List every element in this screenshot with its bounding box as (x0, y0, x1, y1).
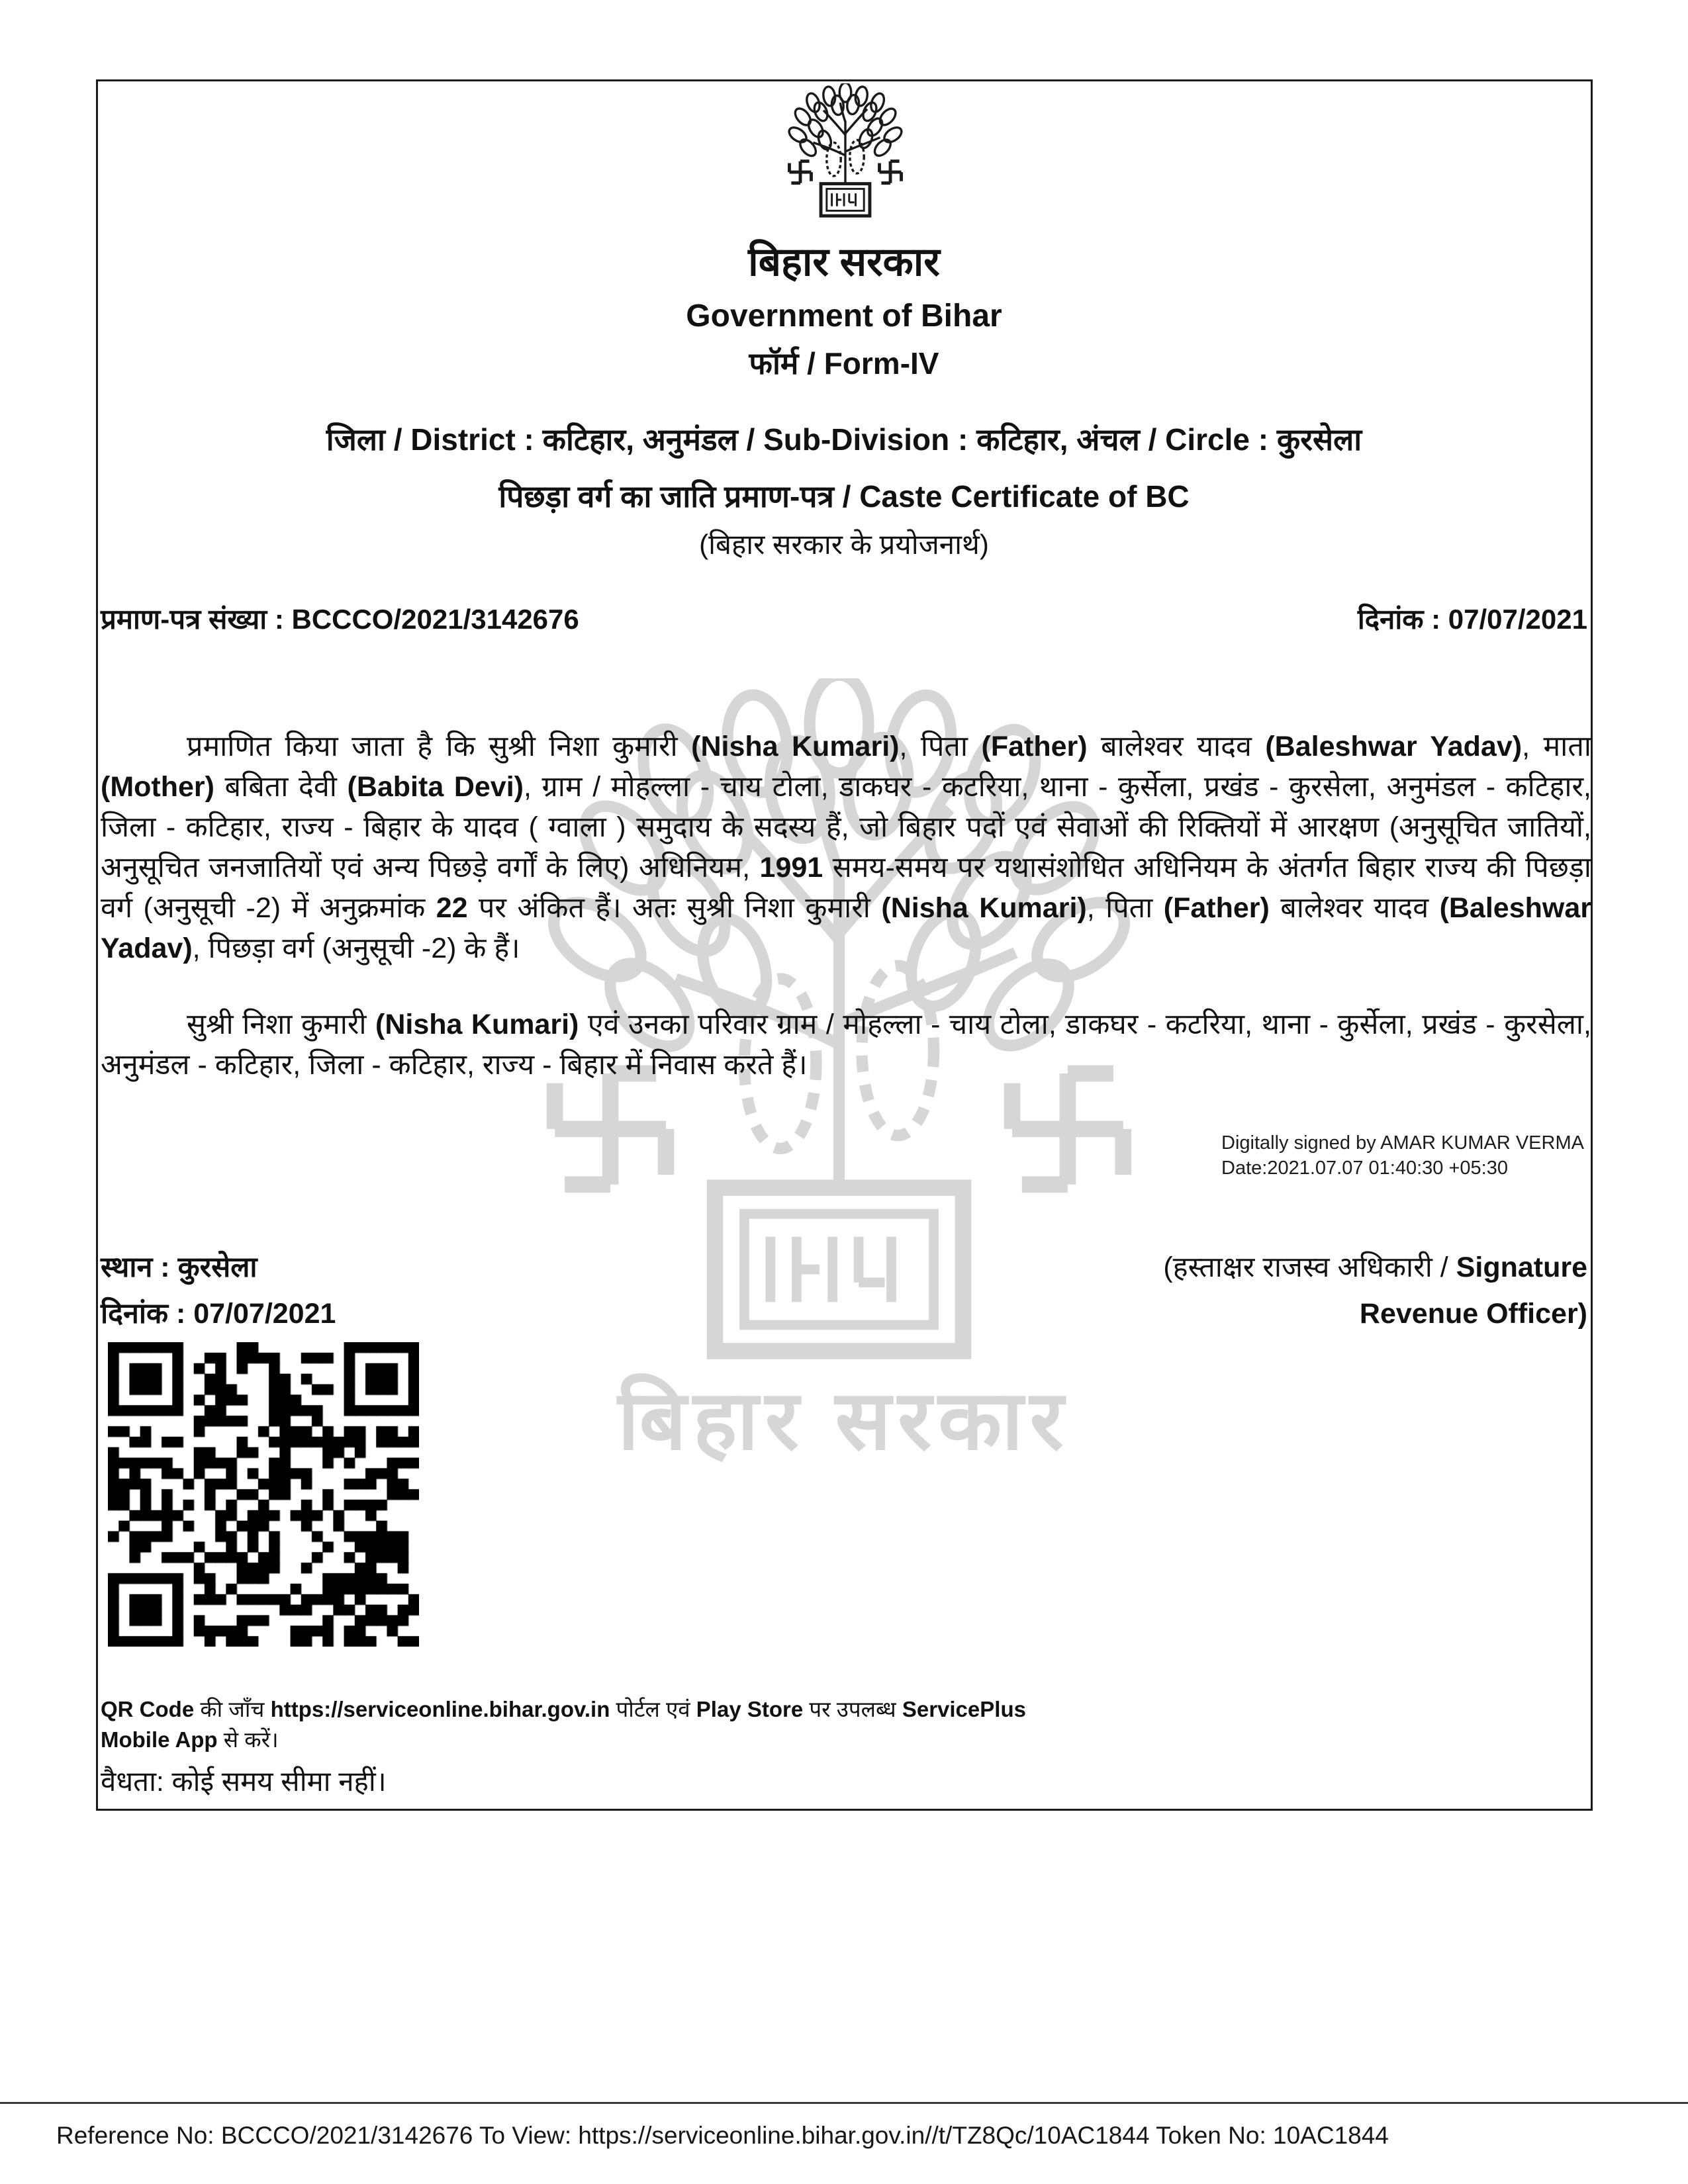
meta-row (101, 600, 1587, 637)
issue-place-label: स्थान : (101, 1251, 178, 1283)
certificate-date-value: 07/07/2021 (1448, 604, 1587, 635)
certificate-date-label: दिनांक : (1357, 604, 1448, 635)
issue-place (101, 1244, 336, 1291)
certificate-date (1358, 600, 1587, 637)
district-subdivision-circle-line: जिला / District : कटिहार, अनुमंडल / Sub-Division : कटिहार, अंचल / Circle : कुरसेला (326, 422, 1362, 457)
digital-signature-block (1221, 1130, 1584, 1181)
certificate-number-label: प्रमाण-पत्र संख्या : (101, 604, 292, 635)
qr-code (108, 1342, 419, 1647)
qr-verification-note: QR Code की जाँच https://serviceonline.bihar.gov.in पोर्टल एवं Play Store पर उपलब्ध ServicePlus Mobile App से करें। (101, 1697, 1026, 1752)
purpose-line: (बिहार सरकार के प्रयोजनार्थ) (699, 529, 989, 560)
form-number-line: फॉर्म / Form-IV (749, 346, 939, 381)
issue-block (101, 1244, 336, 1337)
digital-signature-line1: Digitally signed by AMAR KUMAR VERMA (1221, 1132, 1584, 1154)
government-name-hindi: बिहार सरकार (748, 240, 940, 284)
bihar-emblem-logo (780, 83, 911, 220)
certificate-paragraph-2: सुश्री निशा कुमारी (Nisha Kumari) एवं उनका परिवार ग्राम / मोहल्ला - चाय टोला, डाकघर - कटरिया, थाना - कुर्सेला, प्रखंड - कुरसेला, अनुमंडल - कटिहार, जिला - कटिहार, राज्य - बिहार में निवास करते हैं। (101, 1009, 1591, 1081)
validity-line: वैधता: कोई समय सीमा नहीं। (101, 1766, 387, 1797)
watermark-text: बिहार सरकार (618, 1375, 1070, 1467)
certificate-number-value: BCCCO/2021/3142676 (291, 604, 579, 635)
footer-reference-line: Reference No: BCCCO/2021/3142676 To View: https://serviceonline.bihar.gov.in//t/TZ8Qc/10AC1844 Token No: 10AC1844 (56, 2122, 1389, 2149)
government-name-english: Government of Bihar (686, 298, 1002, 334)
footer-divider (0, 2102, 1688, 2104)
issue-date (101, 1291, 336, 1337)
digital-signature-line2: Date:2021.07.07 01:40:30 +05:30 (1221, 1158, 1508, 1179)
issue-place-value: कुरसेला (177, 1251, 258, 1283)
certificate-title: पिछड़ा वर्ग का जाति प्रमाण-पत्र / Caste Certificate of BC (498, 479, 1190, 514)
certificate-paragraph-1: प्रमाणित किया जाता है कि सुश्री निशा कुमारी (Nisha Kumari), पिता (Father) बालेश्वर यादव (Baleshwar Yadav), माता (Mother) बबिता देवी (Babita Devi), ग्राम / मोहल्ला - चाय टोला, डाकघर - कटरिया, थाना - कुर्सेला, प्रखंड - कुरसेला, अनुमंडल - कटिहार, जिला - कटिहार, राज्य - बिहार के यादव ( ग्वाला ) समुदाय के सदस्य हैं, जो बिहार पदों एवं सेवाओं की रिक्तियों में आरक्षण (अनुसूचित जातियों, अनुसूचित जनजातियों एवं अन्य पिछड़े वर्गों के लिए) अधिनियम, 1991 समय-समय पर यथासंशोधित अधिनियम के अंतर्गत बिहार राज्य की पिछड़ा वर्ग (अनुसूची -2) में अनुक्रमांक 22 पर अंकित हैं। अतः सुश्री निशा कुमारी (Nisha Kumari), पिता (Father) बालेश्वर यादव (Baleshwar Yadav), पिछड़ा वर्ग (अनुसूची -2) के हैं। (101, 731, 1592, 964)
issue-date-value: 07/07/2021 (193, 1298, 336, 1330)
issue-date-label: दिनांक : (101, 1298, 194, 1330)
signatory-label: (हस्ताक्षर राजस्व अधिकारी / Signature Revenue Officer) (1163, 1251, 1587, 1330)
certificate-number (101, 600, 579, 637)
